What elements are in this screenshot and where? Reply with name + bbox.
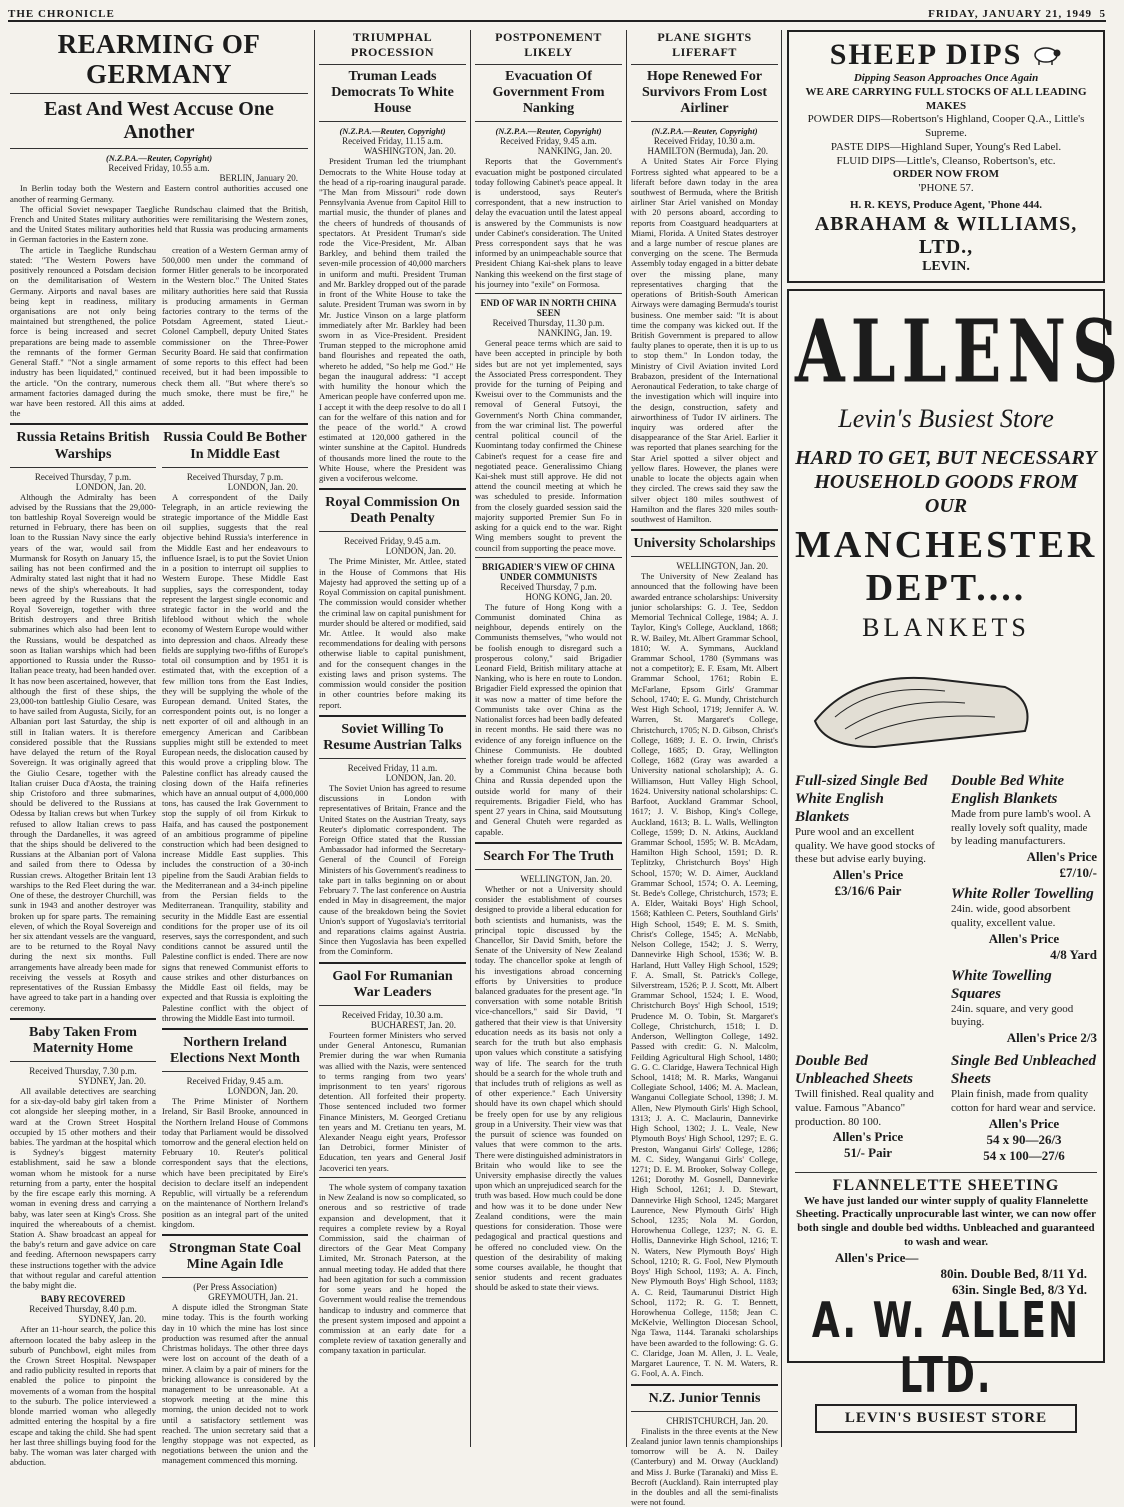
column-rule xyxy=(626,30,627,1447)
offer-price: 54 x 90—26/3 xyxy=(986,1131,1062,1147)
article-text: The Soviet Union has agreed to resume discussions in London with representatives of Britain, France and the United States on the Austrian Treaty, says Reuter's diplomatic correspondent. The Foreign Office stated that the Russian Ambassador had informed the Secretary-General of the Council of Foreign Ministers of his Government's readiness to take part in talks beginning on or about February 7. The last conference on Austria ended in May in disagreement, the major cause of the breakdown being the Soviet Union's support of Yugoslavia's territorial and reparations claims against Austria. Since then Yugoslavia has been expelled from the Cominform. xyxy=(319,782,466,957)
ad-line: PASTE DIPS—Highland Super, Young's Red Label. xyxy=(830,140,1062,153)
headline: Soviet Willing To Resume Austrian Talks xyxy=(323,721,462,753)
offer-price: 54 x 100—27/6 xyxy=(983,1147,1065,1163)
article-text: In Berlin today both the Western and Eastern control authorities accused one another of rearming Germany. xyxy=(10,183,308,204)
single-blanket-offer xyxy=(795,772,941,1046)
article-text: The Prime Minister, Mr. Attlee, stated in the House of Commons that His Majesty had approved the setting up of a Royal Commission on capital punishment. The commission would consider whether the criminal law on capital punishment for murder should be altered or modified, said Mr. Attlee. It would also make recommendations for dealing with persons otherwise liable to capital punishment, and for the consequent changes in the existing laws and prison systems. The commission would consider the position in other countries before making its report. xyxy=(319,556,466,710)
offer-price-label: Allen's Price xyxy=(988,930,1060,946)
headline: University Scholarships xyxy=(633,536,776,552)
section-label: POSTPONEMENT LIKELY xyxy=(495,30,602,59)
headline: Gaol For Rumanian War Leaders xyxy=(332,968,453,1000)
ad-line: POWDER DIPS—Robertson's Highland, Cooper Q.A., Little's Supreme. xyxy=(807,113,1085,139)
column-liferaft xyxy=(631,30,778,1507)
headline: Baby Taken From Maternity Home xyxy=(29,1024,137,1056)
headline: REARMING OF GERMANY xyxy=(57,29,261,89)
headline: BRIGADIER'S VIEW OF CHINA UNDER COMMUNISTS xyxy=(481,561,616,582)
article-austrian xyxy=(319,722,466,957)
article-text: President Truman led the triumphant Democrats to the White House today at the head of a rip-roaring inaugural parade. "The Man from Missouri" rode down Pennsylvania Avenue from Capitol Hill to martial music, the thunder of planes and the cheers of hundreds of thousands of spectators. At President Truman's side rode the Vice-President, Mr. Alban Barkley, and behind them trailed the seven-mile procession of 40,000 marchers in uniform and mufti. President Truman and Mr. Barkley dropped out of the parade in front of the White House to take the salute. President Truman was sworn in by Mr. Justice Vinson on a large platform immediately after Mr. Barkley had been sworn in as Vice-President. President Truman stepped to the microphone amid band flourishes and repeated the oath, whereto he added, "So help me God." He began the inaugural address: "I accept with humility the honour which the American people have conferred upon me. I accept it with the deep resolve to do all I can for the welfare of this nation and for the peace of the world." A crowd estimated at 120,000 gathered in the winter sunshine at the Capitol. Hundreds of thousands more lined the route to the White House, where the President was given a vociferous welcome. xyxy=(319,156,466,484)
byline: (N.Z.P.A.—Reuter, Copyright) xyxy=(339,126,446,137)
column-truman xyxy=(319,30,466,1447)
offer-title: White Roller Towelling xyxy=(951,886,1094,903)
offer-desc: 24in. wide, good absorbent quality, excellent value. xyxy=(951,903,1071,929)
received-time: Received Friday, 11 a.m. xyxy=(347,762,438,773)
received-time: Received Friday, 10.55 a.m. xyxy=(108,163,210,174)
byline: (N.Z.P.A.—Reuter, Copyright) xyxy=(105,153,213,164)
sheep-icon xyxy=(1032,44,1062,66)
article-text: A United States Air Force Flying Fortress sighted what appeared to be a liferaft before dawn today in the area southwest of Bermuda, where the British airliner Star Ariel vanished on Monday with 20 persons aboard, according to reports from Coastguard headquarters at Miami, Florida. A United States destroyer and a large number of rescue planes are converging on the scene. The Bermuda Assembly today engaged in a bitter debate over the missing plane, many representatives charging that the operations of British-South American Airways were damaging Bermuda's tourist business. One member said: "It is about time the company was kicked out. If the British Government is prepared to allow faulty planes to operate, then it is up to us to stop them." In London today, the Ministry of Civil Aviation invited Lord Brabazon, president of the International Aeronautical Federation, to take charge of the investigation which will inquire into the design, construction, safety and airworthiness of Tudor IV airliners. The inquiry was ordered after the disappearance of the Star Ariel. Earlier it was reported that planes searching for the Star Ariel spotted a silver object and yellow flares. However, the planes were unable to locate the objects again when they circled. The crews said they saw the silver object 180 miles southwest of Hamilton and the flares 320 miles south-southwest of Hamilton. xyxy=(631,156,778,524)
dateline: WASHINGTON, Jan. 20. xyxy=(363,146,456,157)
article-rearming xyxy=(10,30,308,418)
offer-title: FLANNELETTE SHEETING xyxy=(832,1176,1060,1194)
ad-line: WE ARE CARRYING FULL STOCKS OF ALL LEADING MAKES xyxy=(805,85,1087,112)
offer-price-label: Allen's Price xyxy=(832,867,904,883)
ad-line: Dipping Season Approaches Once Again xyxy=(853,72,1039,84)
article-text: Reports that the Government's evacuation might be postponed circulated today following Cabinet's peace appeal. It is understood, says Reuter's correspondent, that a new instruction to delay the evacuation until the latest appeal is answered by the Communists is now under Cabinet's consideration. The United Press correspondent says that he was informed by an unimpeachable source that President Chiang Kai-shek plans to leave Nanking this weekend on the first stage of his journey into "exile" on Formosa. xyxy=(475,156,622,289)
dateline: NANKING, Jan. 19. xyxy=(537,328,612,339)
offer-price-label: Allen's Price xyxy=(988,1115,1060,1131)
article-hong-kong xyxy=(475,562,622,837)
headline: N.Z. Junior Tennis xyxy=(648,1390,761,1406)
article-tax: The whole system of company taxation in New Zealand is now so complicated, so onerous and so restrictive of trade expansion and development, that it requires a complete review by a Royal Commission, said the chairman of directors of the Gear Meat Company Limited, Mr. Stronach Paterson, at the annual meeting today. He added that there had been agitation for such a commission for some years and he hoped the Government would realise the tremendous handicap to industry and commerce that the present system imposed and appoint a commission at an early date for a complete review of taxation generally and company taxation in particular. xyxy=(319,1181,466,1356)
offer-price-label: Allen's Price— xyxy=(835,1249,919,1265)
headline: Hope Renewed For Survivors From Lost Airliner xyxy=(642,69,767,117)
article-text: General peace terms which are said to have been accepted in principle by both sides but are not yet implemented, says the Associated Press correspondent. They provide for the turning of Peiping and Kweisui over to the Communists and the removal of General Futsoyi, the Government's North China commander, from the war criminal list. The powerful central political council of the Kuomintang today confirmed the Chinese Cabinet's request for a cease fire and negotiated peace. Generalissimo Chiang Kai-shek must still approve. He did not attend the council meeting at which he was scheduled to preside. Information from the closely guarded session said the majority supported Premier Sun Fo in asking for a quick end to the war. Right Wing members sought to prevent the council from supporting the peace move. xyxy=(475,338,622,553)
offer-title: Full-sized Single Bed White English Blankets xyxy=(795,772,928,825)
article-royal-commission xyxy=(319,495,466,709)
article-text: A dispute idled the Strongman State mine today. This is the fourth working day in 10 which the mine has lost since production was resumed after the annual Christmas holidays. The other three days were lost on account of the death of a miner. A claim by a pair of miners for the bricking allowance is considered by the management to be unreasonable. At a stopwork meeting at the mine this morning, the union decided not to work until a satisfactory settlement was reached. The union secretary said that a lengthy stoppage was not expected, as negotiations between the union and the management commenced this morning. xyxy=(162,1302,308,1466)
article-text: The Prime Minister of Northern Ireland, Sir Basil Brooke, announced in the Northern Ireland House of Commons today that Parliament would be dissolved tomorrow and the general election held on February 10. Reuter's political correspondent says that the elections, which have been precipitated by Eire's decision to declare itself an independent Republic, will virtually be a referendum on the maintenance of Northern Ireland's position as an integral part of the united kingdom. xyxy=(162,1096,308,1229)
offer-desc: We have just landed our winter supply of quality Flannelette Sheeting. Practically unprocurable last winter, we can now offer both single and double bed widths. Unbleached and guaranteed to wash and wear. xyxy=(795,1194,1097,1248)
column-rule xyxy=(470,30,471,1447)
left-section xyxy=(10,30,308,1467)
article-tennis xyxy=(631,1391,778,1507)
received-time: Received Thursday, 7 p.m. xyxy=(186,471,284,482)
paper-name: THE CHRONICLE xyxy=(8,8,115,20)
allens-hard-to-get: HARD TO GET, BUT NECESSARY HOUSEHOLD GOODS FROM OUR xyxy=(795,446,1097,517)
headline: Search For The Truth xyxy=(483,848,614,864)
allens-ad xyxy=(787,289,1124,1426)
article-middle-east xyxy=(162,430,308,1023)
offer-desc: 24in. square, and very good buying. xyxy=(951,1002,1074,1029)
section-label: TRIUMPHAL PROCESSION xyxy=(350,30,435,59)
article-text: creation of a Western German army of 500,000 men under the command of former Hitler generals to be incorporated in the Western bloc." The United States military authorities here said that Russia is producing armaments in German factories contrary to the terms of the Potsdam Agreement, stated Lieut.-Colonel Campbell, deputy United States commissioner on the Three-Power Security Board. He said that confirmation of some reports to this effect had been received, but it had been impossible to check them all. "But where there's so much smoke, there must be fire," he added. xyxy=(162,244,308,408)
received-time: Received Friday, 9.45 a.m. xyxy=(186,1076,284,1087)
article-text: After an 11-hour search, the police this afternoon located the baby asleep in the suburb of Punchbowl, eight miles from the Crown Street Hospital. Newspaper and radio publicity resulted in reports that enabled the police to pinpoint the movements of a woman from the hospital to the suburb. The police interviewed a blonde married woman who allegedly admitted entering the hospital by a fire escape and taking the child. She had spent her last three shillings buying food for the baby. The woman was later charged with abduction. xyxy=(10,1324,156,1468)
dateline: LONDON, Jan. 20. xyxy=(385,546,456,557)
ad-agent: H. R. KEYS, Produce Agent, 'Phone 444. xyxy=(849,198,1042,211)
article-truman xyxy=(319,30,466,483)
allens-logo: ALLENS xyxy=(795,301,1124,403)
received-time: Received Thursday, 8.40 p.m. xyxy=(29,1304,137,1315)
page-number: 5 xyxy=(1099,8,1106,20)
blanket-illustration-icon xyxy=(795,651,1095,761)
offer-title: White Towelling Squares xyxy=(951,967,1052,1002)
ad-town: LEVIN. xyxy=(922,258,970,274)
article-ireland xyxy=(162,1035,308,1229)
dateline: WELLINGTON, Jan. 20. xyxy=(520,873,612,884)
offer-price: £3/16/6 Pair xyxy=(834,883,902,899)
offer-price: £7/10/- xyxy=(1059,865,1097,881)
received-time: Received Friday, 10.30 a.m. xyxy=(653,136,756,147)
subheading: BABY RECOVERED xyxy=(40,1294,126,1305)
received-time: Received Thursday, 7 p.m. xyxy=(34,471,132,482)
left-subcol-2 xyxy=(162,430,308,1465)
article-text: Although the Admiralty has been advised by the Russians that the 29,000-ton battleship Royal Sovereign would be returned in February, there has been on loan to the Russian Navy since the early years of the war, would sail from Murmansk for Rosyth on January 15, the sailing has not been confirmed and the Admiralty stated last night that it had no news of the ship's whereabouts. It had been agreed by the Russians that the Royal Sovereign, together with three British destroyers and three British submarines which also had been lent to the Russians, would be despatched as soon as Italian warships which had been apportioned to Russia under the Russo-Italian peace treaty, had been handed over. It has now been ascertained, however, that although the first of these ships, the 23,000-ton battleship Giulio Cesare, was to have sailed from Augusta, Sicily, for an Albanian port last Saturday, the ship is still in Italian waters. It is therefore considered possible that the Russians have delayed the return of the Royal Sovereign. It was originally agreed that the Giulio Cesare, together with the Italian cruiser Duca d'Aosta, the training ship Cristoforo and three submarines, should be delivered to the Russians at Odessa by Italian crews but when Turkey refused to allow Italian crews to pass through the Dardanelles, it was agreed that the ships should be delivered to the Russians at the Albanian port of Valona and sailed from there to Odessa by Russian crews. Altogether Britain lent 13 warships to the Red Fleet during the war. One of these, the destroyer Churchill, was sunk in 1943 and another destroyer was broken up for spare parts. The remaining eleven, of which the Royal Sovereign and her six attendant vessels are the vanguard, are to be returned to the Royal Navy during the next six months. Full arrangements have already been made for receiving the vessels at Rosyth and representatives of the Russian Embassy have agreed to take part in a handing over ceremony. xyxy=(10,491,156,1013)
article-liferaft xyxy=(631,30,778,524)
headline: Truman Leads Democrats To White House xyxy=(331,69,454,117)
ad-line: FLUID DIPS—Little's, Cleanso, Robertson's, etc. xyxy=(836,154,1056,167)
received-time: Received Thursday, 7.30 p.m. xyxy=(29,1065,137,1076)
article-text: All available detectives are searching for a six-day-old baby girl taken from a cot alongside her sleeping mother, in a ward at the Crown Street Hospital occupied by 15 other mothers and their babies. The yardman at the hospital which is Sydney's biggest maternity establishment, said he saw a blonde woman whom he mistook for a nurse returning from a party, enter the hospital by the fire escape early this morning. A woman in evening dress and carrying a baby, was later seen at King's Cross. She inquired the whereabouts of a chemist. Station A. Shaw broadcast an appeal for the baby's return and gave advice on care and feeding. Afternoon newspapers carry these instructions together with the advice that without regular and careful attention the baby might die. xyxy=(10,1085,156,1291)
offer-title: Double Bed White English Blankets xyxy=(951,772,1065,807)
allens-company-name: A. W. ALLEN LTD. xyxy=(811,1293,1081,1404)
article-truth xyxy=(475,849,622,1293)
dateline: HONG KONG, Jan. 20. xyxy=(525,591,612,602)
byline: (N.Z.P.A.—Reuter, Copyright) xyxy=(651,126,758,137)
dateline: LONDON, Jan. 20. xyxy=(227,1086,298,1097)
double-sheets-offer xyxy=(795,1052,941,1164)
offer-price: Allen's Price 2/3 xyxy=(1006,1030,1097,1046)
ad-line: 'PHONE 57. xyxy=(918,182,974,194)
ad-column xyxy=(787,30,1124,1447)
dateline: LONDON, Jan. 20. xyxy=(227,481,298,492)
article-north-china xyxy=(475,298,622,553)
offer-title: Single Bed Unbleached Sheets xyxy=(951,1053,1096,1088)
headline: Strongman State Coal Mine Again Idle xyxy=(169,1241,301,1273)
offer-price: 80in. Double Bed, 8/11 Yd. xyxy=(940,1265,1087,1281)
received-time: Received Thursday, 11.30 p.m. xyxy=(492,318,605,329)
dateline: BERLIN, January 20. xyxy=(219,173,298,184)
dateline: BUCHAREST, Jan. 20. xyxy=(370,1019,456,1030)
column-nanking xyxy=(475,30,622,1447)
article-baby xyxy=(10,1025,156,1468)
headline: Evacuation Of Government From Nanking xyxy=(492,69,605,117)
dateline: HAMILTON (Bermuda), Jan. 20. xyxy=(647,146,768,157)
offer-price-label: Allen's Price xyxy=(1026,849,1097,865)
dateline: LONDON, Jan. 20. xyxy=(75,481,146,492)
article-scholarships xyxy=(631,536,778,1378)
dateline: LONDON, Jan. 20. xyxy=(385,772,456,783)
headline: Russia Retains British Warships xyxy=(16,430,150,462)
column-rule xyxy=(781,30,782,1447)
offer-title: Double Bed Unbleached Sheets xyxy=(795,1053,913,1088)
ad-title: SHEEP DIPS xyxy=(829,38,1023,71)
article-text: A correspondent of the Daily Telegraph, in an article reviewing the strategic importance of the Middle East oil supplies, suggests that the real objective behind Russia's interference in the Middle East and her endeavours to influence Israel, is to put the Soviet Union in a position to interrupt oil supplies to Western Europe. These Middle East supplies, says the correspondent, today represent the largest single economic and strategic factor in the world and the lifeblood without which the whole economy of Western Europe would wither into depression and chaos. Already these fields are supplying two-fifths of Europe's total oil consumption and by 1951 it is estimated that, with the exception of a few million tons from the East Indies, they will be supplying the whole of the European demand. United States, the correspondent points out, is no longer a nett exporter of oil and although in an emergency American and Caribbean supplies might still be extended to meet European needs, the dislocation caused by this would prove a crippling blow. The Palestine conflict has already caused the closing down of the Haifa refineries which have an annual output of 4,000,000 tons, has caused the Irak Government to stop the supply of oil from Kirkuk to Haifa, and has caused the postponement of an ambitious programme of pipeline construction which had been designed to increase Middle East supplies. This includes the construction of a 30-inch pipeline from the Saudi Arabian fields to the Mediterranean and a 34-inch pipeline from the Persian fields to the Mediterranean. Tranquility, stability and security in the Middle East are essential conditions for the proper use of its oil reserves, says the correspondent, and such conditions cannot be assured until the Palestine conflict is ended. There are now signs that renewed Communist efforts to cause strikes and other disturbances on the Middle East oil fields, may be expected and that Russia is exploiting the Palestine conflict with the object of throwing the Middle East into turmoil. xyxy=(162,491,308,1023)
headline: Northern Ireland Elections Next Month xyxy=(170,1034,300,1067)
column-rule xyxy=(314,30,315,1447)
section-label: PLANE SIGHTS LIFERAFT xyxy=(657,30,752,59)
article-nanking xyxy=(475,30,622,289)
offer-desc: Pure wool and an excellent quality. We have good stocks of these but advise early buying. xyxy=(795,825,935,866)
dateline: WELLINGTON, Jan. 20. xyxy=(676,561,768,572)
received-time: Received Friday, 9.45 a.m. xyxy=(500,136,597,147)
article-coal xyxy=(162,1241,308,1466)
article-gaol xyxy=(319,969,466,1173)
left-subcol-1 xyxy=(10,430,156,1467)
offer-price-label: Allen's Price xyxy=(832,1129,904,1145)
received-time: Received Friday, 11.15 a.m. xyxy=(342,136,443,147)
received-time: Received Friday, 10.30 a.m. xyxy=(341,1009,444,1020)
offer-price: 4/8 Yard xyxy=(1050,946,1097,962)
dateline: SYDNEY, Jan. 20. xyxy=(78,1314,146,1325)
received-time: Received Friday, 9.45 a.m. xyxy=(344,536,441,547)
offer-price: 63in. Single Bed, 8/3 Yd. xyxy=(952,1281,1087,1297)
allens-tagline: Levin's Busiest Store xyxy=(838,403,1054,433)
issue-date: FRIDAY, JANUARY 21, 1949 xyxy=(928,8,1092,20)
byline: (N.Z.P.A.—Reuter, Copyright) xyxy=(495,126,602,137)
headline: Russia Could Be Bother In Middle East xyxy=(163,430,307,462)
offer-desc: Made from pure lamb's wool. A really lovely soft quality, made by leading manufacturers. xyxy=(951,807,1091,848)
byline: (Per Press Association) xyxy=(193,1282,277,1293)
article-text: Whether or not a University should consider the establishment of courses designed to provide a liberal education for both scientists and humanists, was the principal topic discussed by the Chancellor, Sir David Smith, before the Senate of the University of New Zealand today. The chancellor spoke at length of his investigations abroad concerning efforts by Universities to produce balanced graduates for the present age. "In conversation with some notable British vice-chancellors," said Sir David, "I gathered that their view is that University education needs as its basis not only a search for the truth but also emphasis upon values which constitute a satisfying way of life. The search for the truth should be a search for the whole truth and that includes truth of religions as well as of other experience." Each University should have its own chapel which should be freely open for use by any religious group in a University. Their view was that the pursuit of science was founded on values that were common to the arts. There were distinguished administrators in Britain who would like to see the University emphasise directly the values upon which an unprejudiced search for the truth was based. How much could be done and how was it to be done under New Zealand conditions, were the main questions for consideration. Those were pedagogical and practical questions and he offered no concluded view. On the question of the desirability of making some courses available, he thought that senior students and recent graduates should be asked to state their views. xyxy=(475,883,623,1293)
headline: END OF WAR IN NORTH CHINA SEEN xyxy=(480,298,617,319)
ad-firm: ABRAHAM & WILLIAMS, LTD., xyxy=(814,212,1078,258)
sheep-dips-ad xyxy=(787,30,1105,283)
allens-footer: LEVIN'S BUSIEST STORE xyxy=(815,1404,1077,1433)
article-text: Fourteen former Ministers who served under General Antonescu, Rumanian Premier during the war when Rumania was allied with the Nazis, were sentenced to terms ranging from two years' imprisonment to ten years' rigorous detention. All forfeited their property. Those sentenced included two former Finance Ministers, M. Georged Cretianu ten years and M. Cretianu ten years, M. Alexander Neagu eight years, Professor Ian Detrobici, former Minister of Education, ten years and General Josif Jacoverici ten years. xyxy=(319,1029,466,1173)
dateline: NANKING, Jan. 20. xyxy=(537,146,612,157)
dateline: GREYMOUTH, Jan. 21. xyxy=(208,1292,298,1303)
received-time: Received Thursday, 7 p.m. xyxy=(500,581,597,592)
article-text: The official Soviet newspaper Taegliche Rundschau claimed that the British, French and United States military authorities were remilitarising the Western zones, and the United States military authorities held that Russia was producing armaments in German factories in the Eastern zone. xyxy=(10,203,308,245)
masthead xyxy=(8,4,1106,22)
allens-blankets: BLANKETS xyxy=(862,612,1030,642)
dateline: CHRISTCHURCH, Jan. 20. xyxy=(666,1415,768,1426)
allens-manchester: MANCHESTER DEPT.... xyxy=(795,523,1098,610)
headline: Royal Commission On Death Penalty xyxy=(325,495,460,527)
article-text: Finalists in the three events at the New Zealand junior lawn tennis championships tomorrow will be A. N. Dailey (Canterbury) and M. Otway (Auckland) and Miss J. Burke (Taranaki) and Miss E. Becroft (Auckland). Rain interrupted play in the doubles and all the semi-finalists were not found. xyxy=(631,1425,778,1507)
double-blanket-offer xyxy=(951,772,1097,1046)
dateline: SYDNEY, Jan. 20. xyxy=(78,1075,146,1086)
article-text: The article in Taegliche Rundschau stated: "The Western Powers have positively renounced a Potsdam decision on the demilitarisation of Western Germany. Airports and naval bases are being kept in readiness, military organisations are not only being maintained but strengthened, the police force is being increased and secret preparations are being made to assemble the remnants of the former German General Staff." "Not a single armament industry has been liquidated," continued the article. "On the contrary, numerous armament factories damaged during the war have been restored. All this aims at the xyxy=(10,244,156,419)
single-sheets-offer xyxy=(951,1052,1097,1164)
offer-price: 51/- Pair xyxy=(843,1145,892,1161)
subheadline: East And West Accuse One Another xyxy=(44,98,274,144)
article-text: The University of New Zealand has announced that the following have been awarded entrance scholarships: University junior scholarships: G. J. Tee, Seddon Memorial Technical College, 1984; A. J. Taylor, King's College, Auckland, 1868; R. W. Bailey, Mt. Albert Grammar School, 1810; W. A. Symmans, Auckland Grammar School, 1780 (Symmans was not a competitor); E. F. Esam, Mt. Albert Grammar School, 1761; Robin E. McFarlane, Epsom Girls' Grammar School, 1740; E. G. Mundy, Christchurch West High School, 1719; Jennifer A. W. Warren, St. Margaret's College, Christchurch, 1705; N. D. Gibson, Christ's College, 1689; J. E. O. Irwin, Christ's College, 1685; D. Gray, Wellington College, 1682 (Gray was awarded a University national scholarship); A. G. Williamson, Hutt Valley High School, 1624. University national scholarships: C. Barfoot, Auckland Grammar School, 1617; J. V. Bishop, King's College, Auckland, 1613; B. L. Walls, Wellington College, 1599; D. N. Atkins, Auckland Grammar School, 1595; W. B. McAdam, Hamilton High School, 1591; D. R. Teplitzky, Christchurch Boys' High School, 1570; W. D. Aimer, Auckland Grammar School, 1574; O. A. Leeming, St. Bede's College, Christchurch, 1573; E. A. Elder, Waitaki Boys' High School, 1568; Kathleen C. Peters, Southland Girls' High School, 1549; E. M. S. Smith, Christ's College, 1545; A. McNabb, Nelson College, 1542; J. S. Werry, Dannevirke High School, 1536; W. B. Harland, Hutt Valley High School, 1529; F. A. Small, St. Patrick's College, Silverstream, 1526; P. J. Scott, Mt. Albert Grammar School, 1524; I. E. Wood, Christchurch Boys' High School, 1519; Prudence M. O. Tobin, St. Margaret's College, Christchurch, 1518; I. D. Anderson, Wellington College, 1492. Passed with credit: G. N. Malcolm, Feilding Agricultural High School, 1480; G. G. C. Claridge, Hawera Technical High School, 1418; M. R. Marks, Wanganui Collegiate School, 1406; M. A. Maclean, Wanganui Collegiate School, 1398; J. M. Allen, New Plymouth Girls' High School, 1313; J. A. C. Maclaurin, Dannevirke High School, 1302; J. L. Veale, New Plymouth Boys' High School, 1297; E. G. Preston, Wanganui Girls' College, 1286; M. C. Sidey, Wanganui Girls' College, 1271; D. E. M. Brooker, Solway College, 1261; Dorothy M. Gosnell, Dannevirke High School, 1261; J. D. Stewart, Dannevirke High School, 1245; Margaret Laurence, New Plymouth Girls' High School, 1235; Nola M. Gordon, Horowhenua College, 1237; N. G. E. Hollis, Dannevirke High School, 1216; T. N. Waters, New Plymouth Boys' High School, 1210; R. G. Fool, New Plymouth Boys' High School, 1193; A. A. Finch, New Plymouth Boys' High School, 1183; A. C. Reid, Taumarunui District High School, 1172; R. G. T. Bennett, Horowhenua College, 1158; Jean C. McKelvie, Wellington Diocesan School, Nga Tawa, 1144. Taranaki scholarships have been awarded to the following: G. G. C. Claridge, Joan M. Allen, J. L. Veale, Margaret Laurence, T. N. M. Waters, R. G. Fool, A. A. Finch. xyxy=(631,571,778,1379)
flannelette-offer xyxy=(795,1177,1097,1298)
article-text: The future of Hong Kong with a Communist dominated China as neighbour, depends entirely on the Communists themselves, "who would not be foolish enough to disregard such a prosperous colony," said Brigadier Leonard Field, British military attache at Nanking, who is here en route to London. Brigadier Field expressed the opinion that it was now a matter of time before the Communists take over China as the Nationalist forces had been badly defeated in recent months. He said there was no evidence of any foreign influence on the Chinese Communists. He doubted whether foreign trade would be affected by a Communist China because both China and Russia depended upon the outside world for many of their requirements. Brigadier Field, who has spent 27 years in China, said Moutsutung and General Chuteh were regarded as capable. xyxy=(475,601,622,837)
ad-line: ORDER NOW FROM xyxy=(892,168,1000,181)
offer-desc: Plain finish, made from quality cotton for hard wear and service. xyxy=(951,1088,1096,1114)
offer-desc: Twill finished. Real quality and value. Famous "Abanco" production. 80 100. xyxy=(795,1088,934,1128)
article-russia-warships xyxy=(10,430,156,1012)
